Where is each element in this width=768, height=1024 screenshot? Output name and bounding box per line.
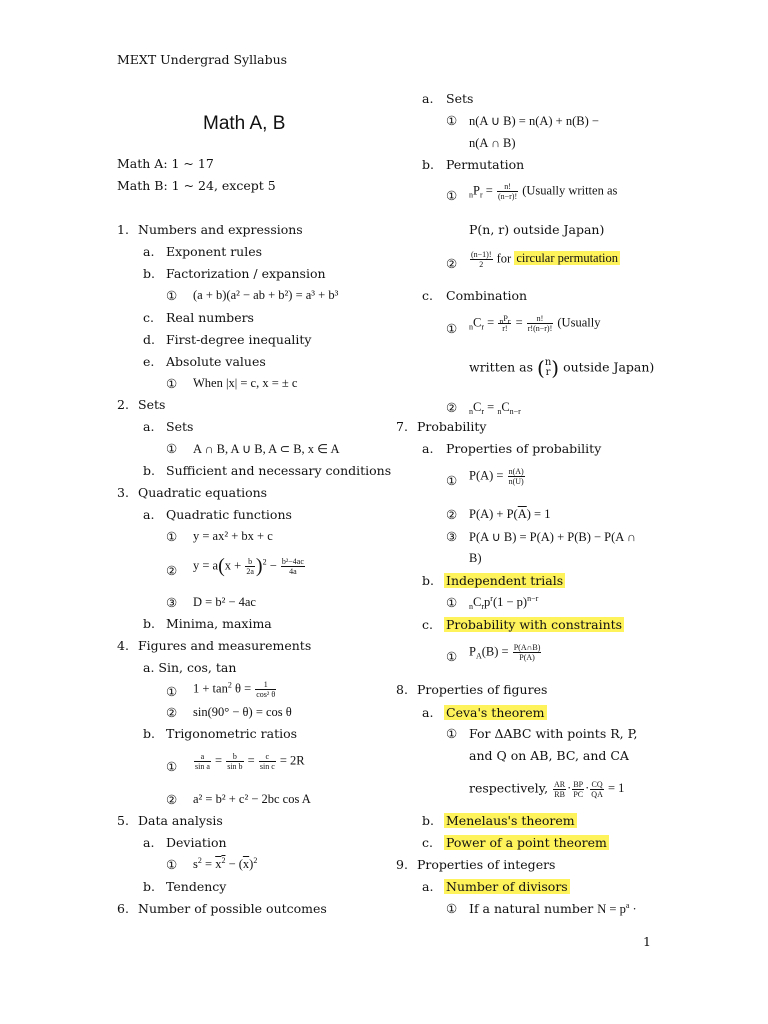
section-number: 2. xyxy=(117,397,129,412)
formula-tan-identity: $1 + \tan^2 \theta$ = $\frac{1}{\text{cos² θ}}$ xyxy=(193,680,276,699)
item-sets: Sets xyxy=(166,419,194,434)
item-menelaus-theorem: Menelaus's theorem xyxy=(446,813,575,828)
formula-vertex-form: y = a(x + $\frac{b}{2a}$ )$^2$ − $\frac{\text{b²−4ac}}{4a}$ xyxy=(193,555,304,577)
item-letter: a. xyxy=(422,879,434,894)
section-number: 3. xyxy=(117,485,129,500)
item-exponent-rules: Exponent rules xyxy=(166,244,263,259)
section-numbers-expressions: Numbers and expressions xyxy=(138,222,303,237)
formula-addition-rule: P(A ∪ B) = P(A) + P(B) − P(A ∩ xyxy=(469,530,636,544)
formula-addition-rule-cont: B) xyxy=(469,551,482,565)
item-trig-ratios: Trigonometric ratios xyxy=(166,726,298,741)
formula-union-count-cont: n(A ∩ B) xyxy=(469,136,516,150)
formula-circular-permutation: $\frac{(n-1)!}{2}$ for circular permutation xyxy=(471,250,619,269)
item-real-numbers: Real numbers xyxy=(166,310,254,325)
item-factorization: Factorization / expansion xyxy=(166,266,326,281)
ceva-text-line3: respectively, $\frac{AR}{RB}$ · $\frac{BP}{PC}$ · $\frac{CQ}{QA}$ = 1 xyxy=(469,780,625,799)
item-letter: c. xyxy=(422,288,433,303)
document-header: MEXT Undergrad Syllabus xyxy=(117,52,288,67)
item-ceva-theorem: Ceva's theorem xyxy=(446,705,545,720)
page-number: 1 xyxy=(643,934,651,949)
item-letter: d. xyxy=(143,332,155,347)
item-properties-probability: Properties of probability xyxy=(446,441,602,456)
formula-binomial: $_nC_rp^r(1 - p)^{n-r}$ xyxy=(469,594,539,611)
formula-complementary-angle: sin(90° − θ) = cos θ xyxy=(193,705,292,719)
circled-number: ① xyxy=(166,529,178,544)
circled-number: ① xyxy=(446,188,458,203)
permutation-note: (Usually written as xyxy=(522,183,618,198)
circled-number: ① xyxy=(446,649,458,664)
formula-complement: $P(A) + P(\overline{A}) = 1$ xyxy=(469,507,551,521)
formula-absolute-value: When |x| = c, x = ± c xyxy=(193,376,298,390)
item-letter: a. xyxy=(143,244,155,259)
section-figures-measurements: Figures and measurements xyxy=(138,638,312,653)
highlight-circular-permutation: circular permutation xyxy=(516,251,619,266)
item-deviation: Deviation xyxy=(166,835,227,850)
circled-number: ③ xyxy=(166,595,178,610)
item-letter: a. xyxy=(422,705,434,720)
formula-set-notation: A ∩ B, A ∪ B, A ⊂ B, x ∈ A xyxy=(193,442,340,456)
item-letter: b. xyxy=(143,463,155,478)
item-quadratic-functions: Quadratic functions xyxy=(166,507,292,522)
section-number: 5. xyxy=(117,813,129,828)
circled-number: ② xyxy=(446,400,458,415)
item-probability-constraints: Probability with constraints xyxy=(446,617,623,632)
formula-union-count: n(A ∪ B) = n(A) + n(B) − xyxy=(469,114,599,128)
item-absolute-values: Absolute values xyxy=(166,354,266,369)
item-letter: b. xyxy=(143,879,155,894)
circled-number: ② xyxy=(166,563,178,578)
item-letter: b. xyxy=(422,573,434,588)
formula-combination-symmetry: $_nC_r = _nC_{n-r}$ xyxy=(469,400,521,416)
item-letter: b. xyxy=(143,266,155,281)
item-letter: b. xyxy=(422,813,434,828)
circled-number: ① xyxy=(166,684,178,699)
item-letter: c. xyxy=(422,617,433,632)
item-letter: a. xyxy=(143,835,155,850)
section-number: 4. xyxy=(117,638,129,653)
circled-number: ① xyxy=(166,759,178,774)
formula-cosine-rule: a² = b² + c² − 2bc cos A xyxy=(193,792,311,806)
circled-number: ① xyxy=(166,441,178,456)
ceva-text-line1: For ΔABC with points R, P, xyxy=(469,726,638,741)
section-probability: Probability xyxy=(417,419,487,434)
section-number: 7. xyxy=(396,419,408,434)
scope-math-b: Math B: 1 ~ 24, except 5 xyxy=(117,178,276,193)
item-letter: b. xyxy=(143,726,155,741)
circled-number: ① xyxy=(166,376,178,391)
item-combination: Combination xyxy=(446,288,528,303)
item-letter: a. xyxy=(422,91,434,106)
item-permutation: Permutation xyxy=(446,157,525,172)
formula-sine-rule: $\frac{a}{\text{sin a}}$ = $\frac{b}{\text{sin b}}$ = $\frac{c}{\text{sin c}}$ = 2R xyxy=(195,752,305,771)
item-letter: a. xyxy=(143,507,155,522)
divisors-text: If a natural number $N = p^a$ · xyxy=(469,901,637,916)
section-number: 8. xyxy=(396,682,408,697)
circled-number: ① xyxy=(446,901,458,916)
formula-conditional-probability: $P_A(B)$ = $\frac{P(A\cap B)}{P(A)}$ xyxy=(469,643,541,662)
item-letter: c. xyxy=(143,310,154,325)
circled-number: ① xyxy=(446,113,458,128)
item-letter: b. xyxy=(143,616,155,631)
item-sin-cos-tan: a. Sin, cos, tan xyxy=(143,660,237,675)
circled-number: ① xyxy=(446,726,458,741)
circled-number: ③ xyxy=(446,529,458,544)
page-title: Math A, B xyxy=(203,113,286,134)
section-number: 6. xyxy=(117,901,129,916)
item-sets: Sets xyxy=(446,91,474,106)
item-number-of-divisors: Number of divisors xyxy=(446,879,568,894)
item-sufficient-conditions: Sufficient and necessary conditions xyxy=(166,463,392,478)
section-possible-outcomes: Number of possible outcomes xyxy=(138,901,327,916)
item-letter: a. xyxy=(422,441,434,456)
section-number: 1. xyxy=(117,222,129,237)
ceva-text-line2: and Q on AB, BC, and CA xyxy=(469,748,629,763)
item-letter: a. xyxy=(143,419,155,434)
combination-note-cont: written as ( n r ) outside Japan) xyxy=(469,356,655,380)
item-power-of-point: Power of a point theorem xyxy=(446,835,607,850)
circled-number: ① xyxy=(446,595,458,610)
section-properties-figures: Properties of figures xyxy=(417,682,548,697)
circled-number: ② xyxy=(446,507,458,522)
formula-discriminant: D = b² − 4ac xyxy=(193,595,256,609)
circled-number: ① xyxy=(166,288,178,303)
item-letter: b. xyxy=(422,157,434,172)
section-data-analysis: Data analysis xyxy=(138,813,223,828)
formula-quadratic-standard: y = ax² + bx + c xyxy=(193,529,273,543)
circled-number: ① xyxy=(166,857,178,872)
circled-number: ② xyxy=(446,256,458,271)
formula-combination: $_nC_r$ = $\frac{_nP_r}{r!}$ = $\frac{n!}{r!(n-r)!}$ (Usually xyxy=(469,314,601,333)
permutation-note-cont: P(n, r) outside Japan) xyxy=(469,222,605,237)
item-first-degree-inequality: First-degree inequality xyxy=(166,332,312,347)
section-number: 9. xyxy=(396,857,408,872)
section-sets: Sets xyxy=(138,397,166,412)
combination-note: (Usually xyxy=(557,315,601,330)
item-minima-maxima: Minima, maxima xyxy=(166,616,272,631)
formula-variance: $s^2 = x^2 - (\overline{x})^2$ xyxy=(193,856,258,871)
formula-probability-definition: P(A) = $\frac{n(A)}{n(U)}$ xyxy=(469,467,524,486)
formula-sum-cubes: (a + b)(a² − ab + b²) = a³ + b³ xyxy=(193,288,339,302)
circled-number: ② xyxy=(166,705,178,720)
item-letter: c. xyxy=(422,835,433,850)
section-quadratic-equations: Quadratic equations xyxy=(138,485,268,500)
item-tendency: Tendency xyxy=(166,879,227,894)
scope-math-a: Math A: 1 ~ 17 xyxy=(117,156,214,171)
section-properties-integers: Properties of integers xyxy=(417,857,556,872)
formula-permutation: $_nP_r$ = $\frac{n!}{(n-r)!}$ (Usually written as xyxy=(469,182,618,201)
item-independent-trials: Independent trials xyxy=(446,573,564,588)
circled-number: ① xyxy=(446,321,458,336)
circled-number: ② xyxy=(166,792,178,807)
item-letter: e. xyxy=(143,354,155,369)
circled-number: ① xyxy=(446,473,458,488)
